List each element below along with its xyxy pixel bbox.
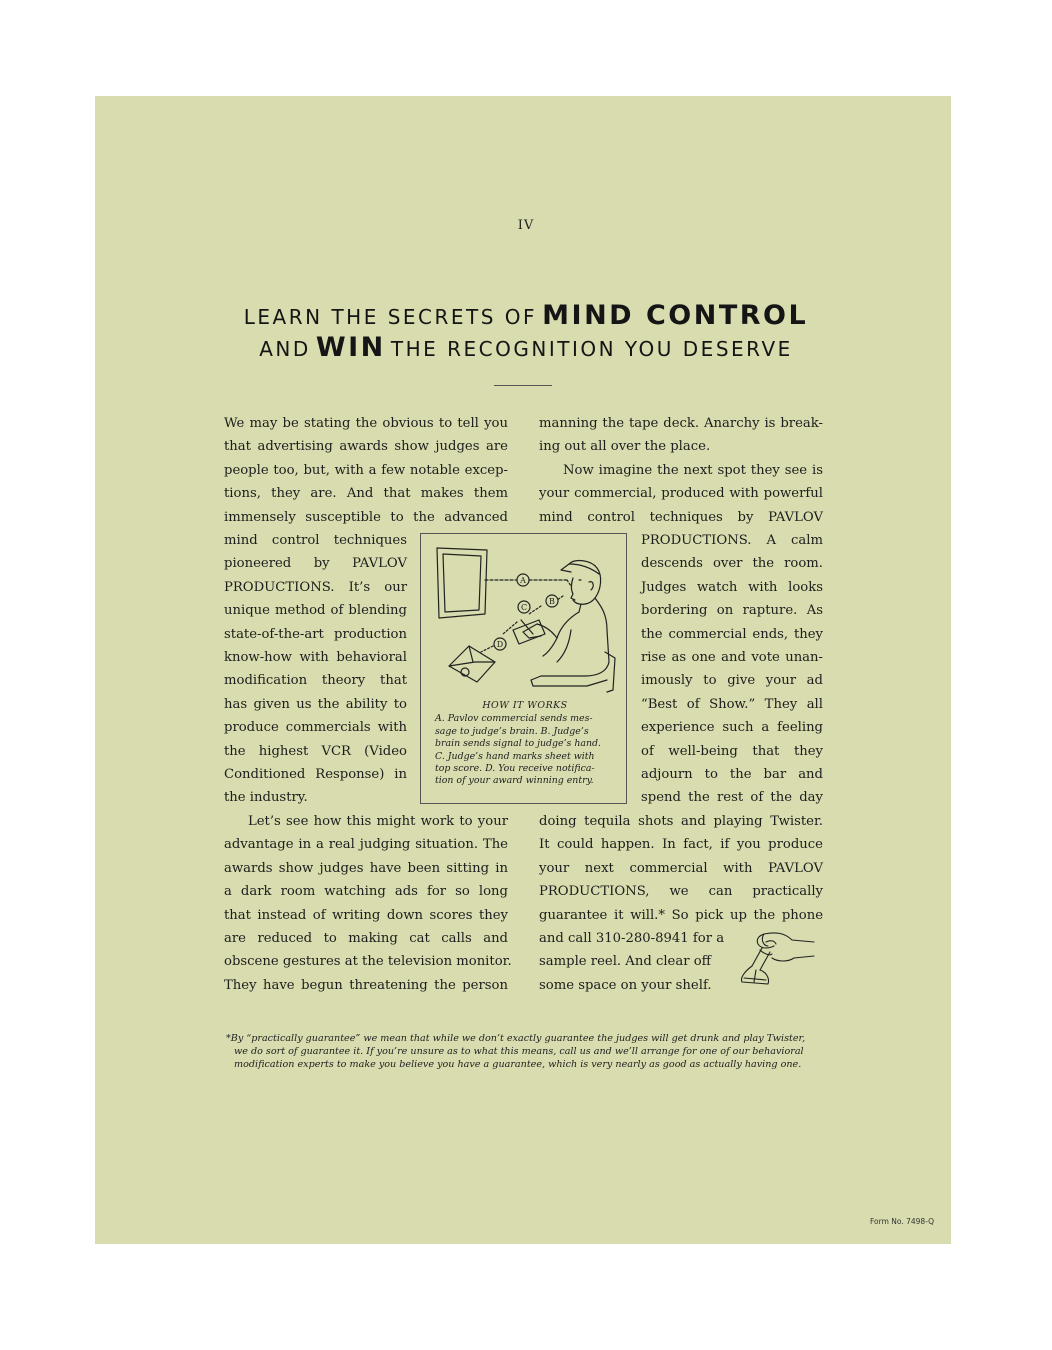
headline-line-2 [0, 332, 1052, 363]
body-line: your next commercial with PAVLOV [539, 860, 823, 876]
left-column-top [224, 412, 508, 529]
body-line: PRODUCTIONS, we can practically [539, 884, 823, 900]
body-line: experience such a feeling [641, 720, 823, 736]
caption-line: tion of your award winning entry. [435, 775, 594, 787]
body-line: awards show judges have been sitting in [224, 860, 508, 876]
body-line: immensely susceptible to the advanced [224, 509, 508, 525]
headline-text: THE RECOGNITION YOU DESERVE [390, 337, 793, 361]
body-line: adjourn to the bar and [641, 767, 823, 783]
body-line: pioneered by PAVLOV [224, 556, 407, 572]
body-line: “Best of Show.” They all [641, 696, 823, 712]
body-line: mind control techniques [224, 533, 407, 548]
hand-holding-trophy-icon [734, 926, 818, 996]
body-line: of well-being that they [641, 743, 823, 759]
body-line: imously to give your ad [641, 673, 823, 689]
body-line: that instead of writing down scores they [224, 907, 508, 923]
body-line: people too, but, with a few notable excep- [224, 462, 508, 478]
headline-text: AND [259, 337, 311, 361]
figure-caption [435, 700, 615, 788]
body-line: PRODUCTIONS. A calm [641, 533, 823, 548]
body-line: It could happen. In fact, if you produce [539, 837, 823, 853]
figure-label-d: D [496, 640, 504, 649]
caption-line: sage to judge’s brain. B. Judge’s [435, 725, 589, 737]
right-column-short [539, 927, 729, 997]
divider-rule [494, 385, 552, 386]
figure-caption-title: HOW IT WORKS [482, 700, 568, 711]
headline-text: LEARN THE SECRETS OF [243, 305, 538, 329]
body-line: advantage in a real judging situation. The [224, 837, 508, 853]
caption-line: C. Judge’s hand marks sheet with [435, 750, 595, 762]
body-line: descends over the room. [641, 556, 823, 572]
footnote [226, 1032, 826, 1071]
left-column-narrow [224, 529, 407, 810]
page-number: IV [517, 218, 535, 233]
body-line: has given us the ability to [224, 696, 407, 712]
right-column-narrow [641, 529, 823, 810]
body-line: mind control techniques by PAVLOV [539, 509, 823, 525]
body-line: They have begun threatening the person [224, 977, 508, 993]
headline-emphasis: WIN [315, 332, 386, 363]
body-line: produce commercials with [224, 720, 407, 736]
body-line: modification theory that [224, 673, 407, 689]
figure-label-c: C [520, 603, 528, 612]
body-line: PRODUCTIONS. It’s our [224, 579, 407, 595]
how-it-works-figure [420, 533, 627, 804]
body-line: state-of-the-art production [224, 626, 407, 642]
body-line: doing tequila shots and playing Twister. [539, 814, 823, 829]
body-line: know-how with behavioral [224, 650, 407, 666]
body-line: unique method of blending [224, 603, 407, 619]
right-column-bottom [539, 810, 823, 927]
caption-line: top score. D. You receive notifica- [435, 763, 595, 775]
body-line: ing out all over the place. [539, 439, 711, 455]
left-column-bottom [224, 810, 512, 997]
body-line: obscene gestures at the television monitor. [224, 954, 512, 970]
form-number: Form No. 7498-Q [870, 1217, 935, 1226]
body-line: the industry. [224, 790, 308, 806]
body-line: spend the rest of the day [641, 790, 823, 806]
body-line: We may be stating the obvious to tell you [224, 416, 508, 431]
figure-label-b: B [549, 597, 555, 606]
body-line: are reduced to making cat calls and [224, 931, 508, 947]
body-line: the commercial ends, they [641, 626, 823, 642]
body-line: manning the tape deck. Anarchy is break- [539, 416, 823, 431]
body-line: your commercial, produced with powerful [539, 486, 823, 502]
body-line: sample reel. And clear off [539, 954, 712, 970]
body-line: rise as one and vote unan- [641, 650, 823, 666]
footnote-line: *By “practically guarantee” we mean that while we don’t exactly guarantee the judges will get drunk and play Twister, [226, 1033, 806, 1044]
body-line: the highest VCR (Video [224, 743, 407, 759]
body-line: Judges watch with looks [641, 579, 823, 595]
body-line: and call 310-280-8941 for a [539, 931, 725, 946]
figure-label-a: A [520, 576, 526, 585]
body-line: guarantee it will.* So pick up the phone [539, 907, 823, 923]
body-line: that advertising awards show judges are [224, 439, 508, 455]
headline-line-1 [0, 300, 1052, 331]
body-line: bordering on rapture. As [641, 603, 823, 619]
body-line: a dark room watching ads for so long [224, 884, 508, 900]
body-line: tions, they are. And that makes them [224, 486, 508, 502]
right-column-top [539, 412, 823, 529]
body-line: Let’s see how this might work to your [248, 814, 508, 829]
body-line: Now imagine the next spot they see is [563, 462, 823, 478]
headline-emphasis: MIND CONTROL [542, 300, 809, 331]
footnote-line: we do sort of guarantee it. If you’re unsure as to what this means, call us and we’ll arrange for one of our behavioral [234, 1046, 804, 1057]
body-line: some space on your shelf. [539, 977, 712, 993]
body-line: Conditioned Response) in [224, 767, 407, 783]
footnote-line: modification experts to make you believe you have a guarantee, which is very nearly as good as actually having one. [234, 1059, 802, 1070]
caption-line: brain sends signal to judge’s hand. [435, 738, 601, 750]
caption-line: A. Pavlov commercial sends mes- [435, 713, 593, 725]
